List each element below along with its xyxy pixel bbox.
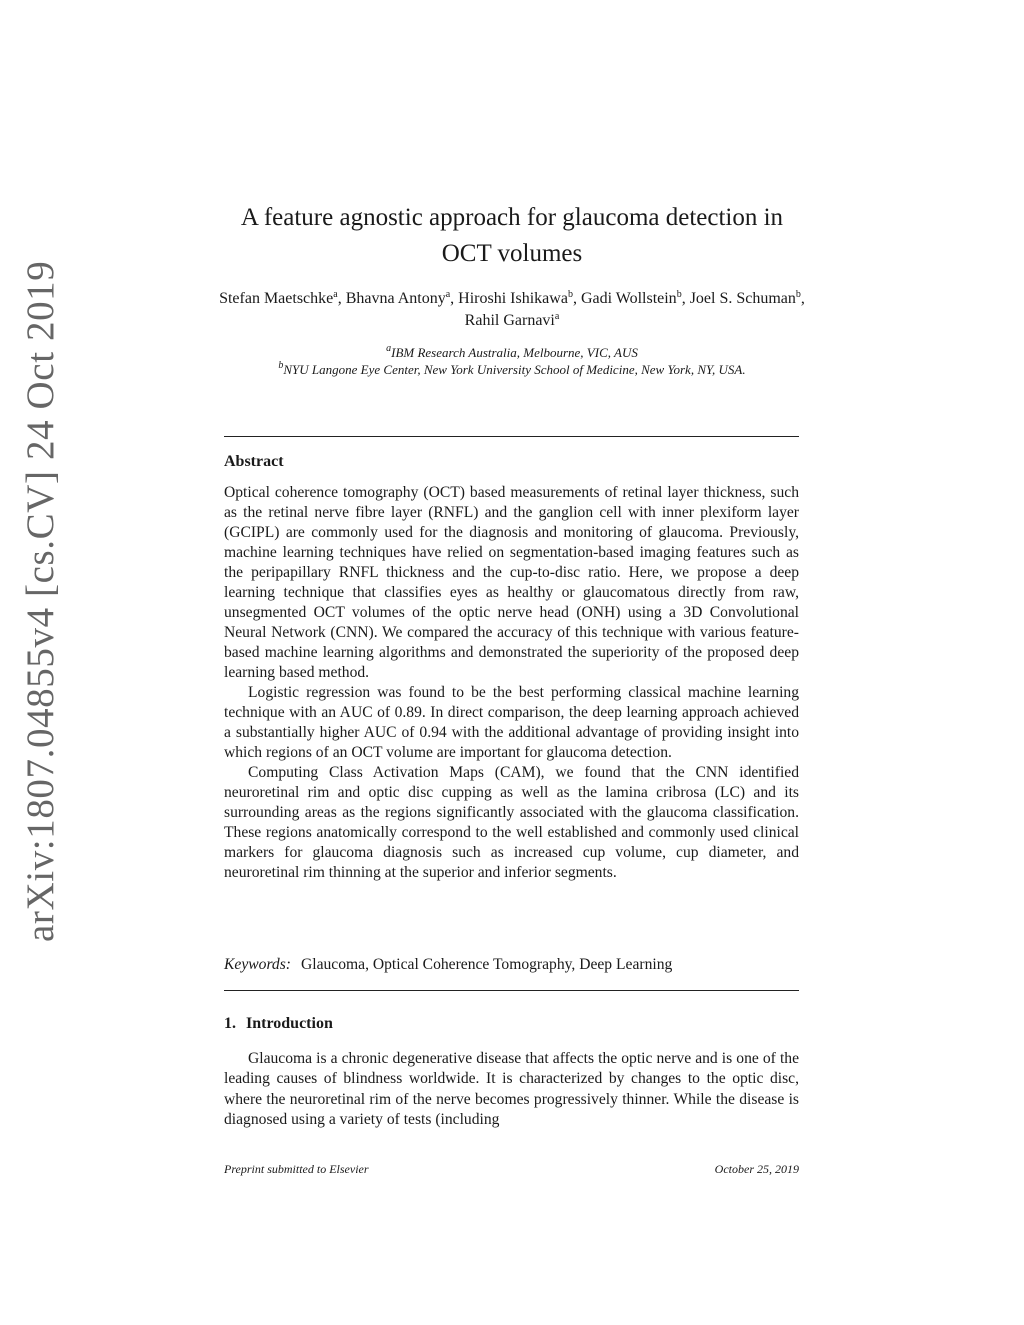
keywords <box>224 955 799 975</box>
section-title: Introduction <box>246 1015 333 1032</box>
affiliations <box>215 344 809 378</box>
introduction-paragraph: Glaucoma is a chronic degenerative disease that affects the optic nerve and is one of the leading causes of blindness worldwide. It is characterized by changes to the optic disc, where the neuroretinal rim of the nerve becomes progressively thinner. While the disease is diagnosed using a variety of tests (including <box>224 1050 799 1129</box>
abstract-paragraph: Logistic regression was found to be the best performing classical machine learning technique with an AUC of 0.89. In direct comparison, the deep learning approach achieved a substantially higher AUC of 0.94 with the additional advantage of providing insight into which regions of an OCT volume are important for glaucoma detection. <box>224 684 799 761</box>
footer-date: October 25, 2019 <box>714 1162 799 1176</box>
author: Joel S. Schuman$^b$ <box>689 289 801 307</box>
author: Gadi Wollstein$^b$ <box>580 289 682 307</box>
affiliation: $^b$NYU Langone Eye Center, New York University School of Medicine, New York, NY, USA. <box>278 360 746 377</box>
arxiv-id-text: arXiv:1807.04855v4 [cs.CV] 24 Oct 2019 <box>19 260 62 942</box>
abstract-paragraph: Optical coherence tomography (OCT) based measurements of retinal layer thickness, such as the retinal nerve fibre layer (RNFL) and the ganglion cell with inner plexiform layer (GCIPL) are commonly used for the diagnosis and monitoring of glaucoma. Previously, machine learning techniques have relied on segmentation-based imaging features such as the peripapillary RNFL thickness and the cup-to-disc ratio. Here, we propose a deep learning technique that classifies eyes as healthy or glaucomatous directly from raw, unsegmented OCT volumes of the optic nerve head (ONH) using a 3D Convolutional Neural Network (CNN). We compared the accuracy of this technique with various feature-based machine learning algorithms and demonstrated the superiority of the proposed deep learning based method. <box>224 484 799 681</box>
section-number: 1. <box>224 1015 236 1032</box>
paper-title: A feature agnostic approach for glaucoma detection in OCT volumes <box>240 204 784 267</box>
author: Hiroshi Ishikawa$^b$ <box>458 289 573 307</box>
abstract-paragraph: Computing Class Activation Maps (CAM), we found that the CNN identified neuroretinal rim and optic disc cupping as well as the lamina cribrosa (LC) and its surrounding areas as the regions significantly associated with the glaucoma classification. These regions anatomically correspond to the well established and commonly used clinical markers for glaucoma diagnosis such as increased cup volume, cup diameter, and neuroretinal rim thinning at the superior and inferior segments. <box>224 764 799 881</box>
page-footer <box>224 1162 799 1177</box>
footer-left: Preprint submitted to Elsevier <box>224 1162 369 1176</box>
section-heading-introduction <box>224 1015 333 1033</box>
author: Bhavna Antony$^a$ <box>345 289 451 307</box>
abstract-heading: Abstract <box>224 453 284 470</box>
introduction-body <box>224 1049 799 1131</box>
author: Rahil Garnavi$^a$ <box>464 311 560 329</box>
affiliation: $^a$IBM Research Australia, Melbourne, VIC, AUS <box>386 343 638 360</box>
keywords-text: Glaucoma, Optical Coherence Tomography, Deep Learning <box>301 956 673 973</box>
abstract-top-rule <box>224 436 799 437</box>
abstract-body <box>224 483 799 883</box>
keywords-label: Keywords: <box>224 956 291 973</box>
abstract-bottom-rule <box>224 990 799 991</box>
author: Stefan Maetschke$^a$ <box>219 289 338 307</box>
author-list: Stefan Maetschke$^a$, Bhavna Antony$^a$, Hiroshi Ishikawa$^b$, Gadi Wollstein$^b$, Joel S. Schuman$^b$, Rahil Garnavi$^a$ <box>219 289 805 329</box>
